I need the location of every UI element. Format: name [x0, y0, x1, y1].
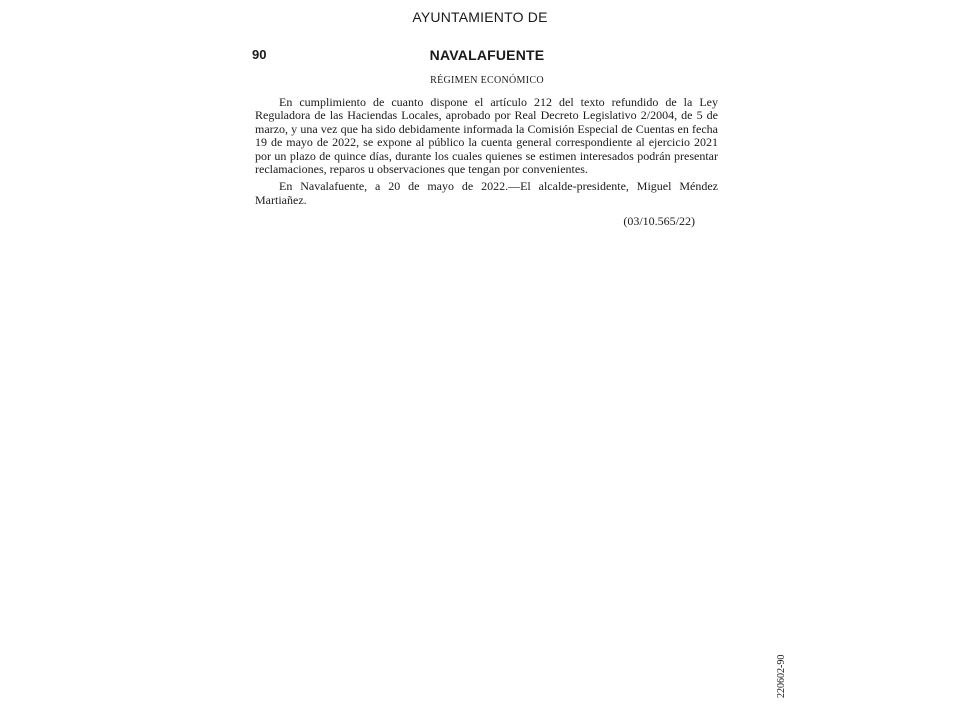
side-margin-code: 220602-90 [776, 654, 787, 698]
section-title: RÉGIMEN ECONÓMICO [430, 75, 544, 86]
page-header-title: AYUNTAMIENTO DE [412, 9, 548, 25]
page-number: 90 [252, 47, 267, 62]
notice-paragraph: En cumplimiento de cuanto dispone el artículo 212 del texto refundido de la Ley Reguladora de las Haciendas Locales, aprobado por Real Decreto Legislativo 2/2004, de 5 de marzo, y una vez que ha sido debidamente informada la Comisión Especial de Cuentas en fecha 19 de mayo de 2022, se expone al público la cuenta general correspondiente al ejercicio 2021 por un plazo de quince días, durante los cuales quienes se estimen interesados podrán presentar reclamaciones, reparos u observaciones que tengan por convenientes. [255, 95, 718, 177]
municipality-title: NAVALAFUENTE [429, 47, 545, 63]
signature-paragraph: En Navalafuente, a 20 de mayo de 2022.—El alcalde-presidente, Miguel Méndez Martiañez. [255, 179, 718, 207]
notice-body [255, 96, 718, 211]
reference-code: (03/10.565/22) [623, 214, 695, 228]
